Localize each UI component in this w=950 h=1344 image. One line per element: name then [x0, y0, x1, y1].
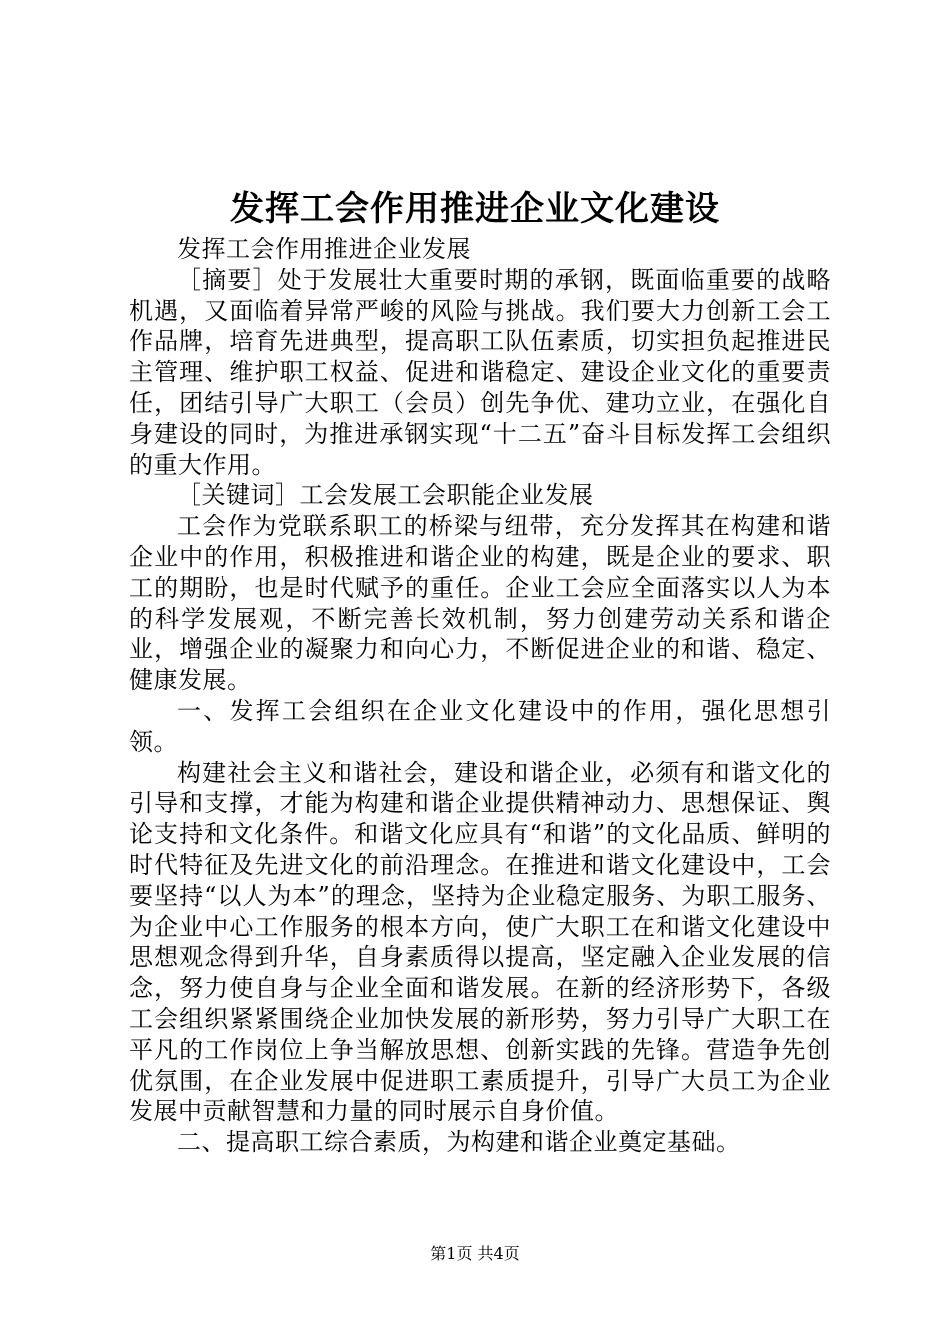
intro-paragraph: 工会作为党联系职工的桥梁与纽带，充分发挥其在构建和谐企业中的作用，积极推进和谐企业的构建，既是企业的要求、职工的期盼，也是时代赋予的重任。企业工会应全面落实以人为本的科学发展观，不断完善长效机制，努力创建劳动关系和谐企业，增强企业的凝聚力和向心力，不断促进企业的和谐、稳定、健康发展。 — [129, 512, 831, 695]
abstract-paragraph: ［摘要］处于发展壮大重要时期的承钢，既面临重要的战略机遇，又面临着异常严峻的风险与挑战。我们要大力创新工会工作品牌，培育先进典型，提高职工队伍素质，切实担负起推进民主管理、维护职工权益、促进和谐稳定、建设企业文化的重要责任，团结引导广大职工（会员）创先争优、建功立业，在强化自身建设的同时，为推进承钢实现“十二五”奋斗目标发挥工会组织的重大作用。 — [129, 265, 831, 479]
section-1-paragraph: 构建社会主义和谐社会，建设和谐企业，必须有和谐文化的引导和支撑，才能为构建和谐企业提供精神动力、思想保证、舆论支持和文化条件。和谐文化应具有“和谐”的文化品质、鲜明的时代特征及先进文化的前沿理念。在推进和谐文化建设中，工会要坚持“以人为本”的理念，坚持为企业稳定服务、为职工服务、为企业中心工作服务的根本方向，使广大职工在和谐文化建设中思想观念得到升华，自身素质得以提高，坚定融入企业发展的信念，努力使自身与企业全面和谐发展。在新的经济形势下，各级工会组织紧紧围绕企业加快发展的新形势，努力引导广大职工在平凡的工作岗位上争当解放思想、创新实践的先锋。营造争先创优氛围，在企业发展中促进职工素质提升，引导广大员工为企业发展中贡献智慧和力量的同时展示自身价值。 — [129, 758, 831, 1126]
document-title: 发挥工会作用推进企业文化建设 — [230, 189, 720, 229]
section-heading-1: 一、发挥工会组织在企业文化建设中的作用，强化思想引领。 — [129, 696, 831, 756]
subtitle-paragraph: 发挥工会作用推进企业发展 — [177, 235, 471, 263]
document-body — [129, 234, 831, 1158]
keywords-paragraph: ［关键词］工会发展工会职能企业发展 — [177, 481, 594, 510]
page-footer: 第1页 共4页 — [430, 1244, 520, 1263]
section-heading-2: 二、提高职工综合素质，为构建和谐企业奠定基础。 — [177, 1128, 741, 1157]
